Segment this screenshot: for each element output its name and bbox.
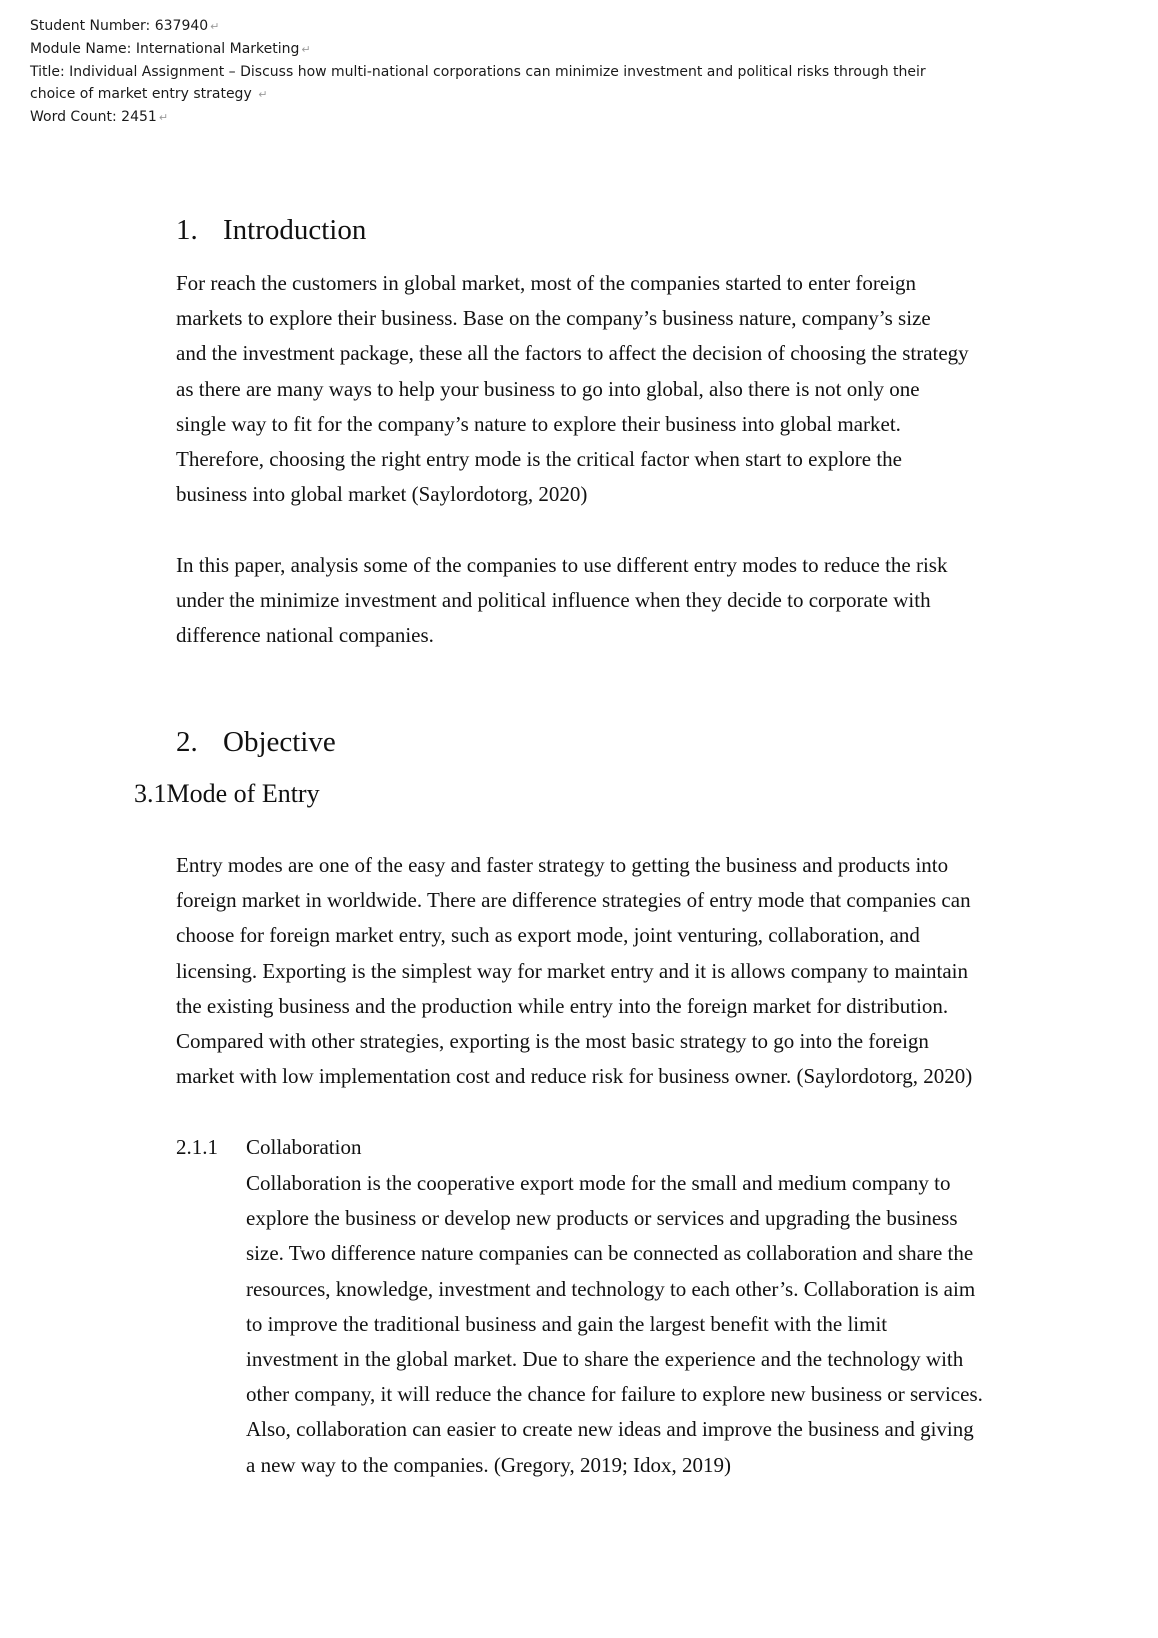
module-name: Module Name: International Marketing ↵ bbox=[30, 41, 311, 57]
heading-title: Introduction bbox=[223, 214, 367, 246]
word-count: Word Count: 2451 ↵ bbox=[30, 109, 169, 125]
heading-number: 2. bbox=[176, 726, 198, 758]
heading-title: Objective bbox=[223, 726, 336, 758]
paragraph-mark-icon: ↵ bbox=[258, 88, 268, 101]
paragraph-mark-icon: ↵ bbox=[301, 43, 311, 56]
heading-introduction bbox=[176, 212, 366, 248]
student-number: Student Number: 637940 ↵ bbox=[30, 18, 220, 34]
collaboration-paragraph: Collaboration is the cooperative export mode for the small and medium company to explore the business or develop new products or services and upgrading the business size. Two difference nature companies can be connected as collaboration and share the resources, knowledge, investment and technology to each other’s. Collaboration is aim to improve the traditional business and gain the largest benefit with the limit investment in the global market. Due to share the experience and the technology with other company, it will reduce the chance for failure to explore new business or services. Also, collaboration can easier to create new ideas and improve the business and giving a new way to the companies. (Gregory, 2019; Idox, 2019) bbox=[246, 1171, 983, 1477]
heading-title: Collaboration bbox=[246, 1135, 362, 1159]
mode-of-entry-paragraph: Entry modes are one of the easy and faster strategy to getting the business and products into foreign market in worldwide. There are difference strategies of entry mode that companies can choose for foreign market entry, such as export mode, joint venturing, collaboration, and licensing. Exporting is the simplest way for market entry and it is allows company to maintain the existing business and the production while entry into the foreign market for distribution. Compared with other strategies, exporting is the most basic strategy to go into the foreign market with low implementation cost and reduce risk for business owner. (Saylordotorg, 2020) bbox=[176, 853, 973, 1089]
heading-mode-of-entry: 3.1Mode of Entry bbox=[134, 779, 320, 808]
paragraph-mark-icon: ↵ bbox=[158, 111, 169, 124]
introduction-paragraph-1: For reach the customers in global market, most of the companies started to enter foreign markets to explore their business. Base on the company’s business nature, company’s size and the investment package, these all the factors to affect the decision of choosing the strategy as there are many ways to help your business to go into global, also there is not only one single way to fit for the company’s nature to explore their business into global market. Therefore, choosing the right entry mode is the critical factor when start to explore the business into global market (Saylordotorg, 2020) bbox=[176, 271, 969, 507]
document-header bbox=[30, 15, 926, 129]
heading-number: 2.1.1 bbox=[176, 1135, 218, 1159]
assignment-title-line-1: Title: Individual Assignment – Discuss how multi-national corporations can minimize investment and political risks through their bbox=[30, 64, 926, 80]
assignment-title-line-2: choice of market entry strategy ↵ bbox=[30, 86, 268, 102]
paragraph-mark-icon: ↵ bbox=[210, 20, 220, 33]
heading-objective bbox=[176, 724, 336, 760]
heading-number: 1. bbox=[176, 214, 198, 246]
heading-collaboration bbox=[176, 1130, 361, 1165]
introduction-paragraph-2: In this paper, analysis some of the companies to use different entry modes to reduce the risk under the minimize investment and political influence when they decide to corporate with difference national companies. bbox=[176, 553, 948, 648]
